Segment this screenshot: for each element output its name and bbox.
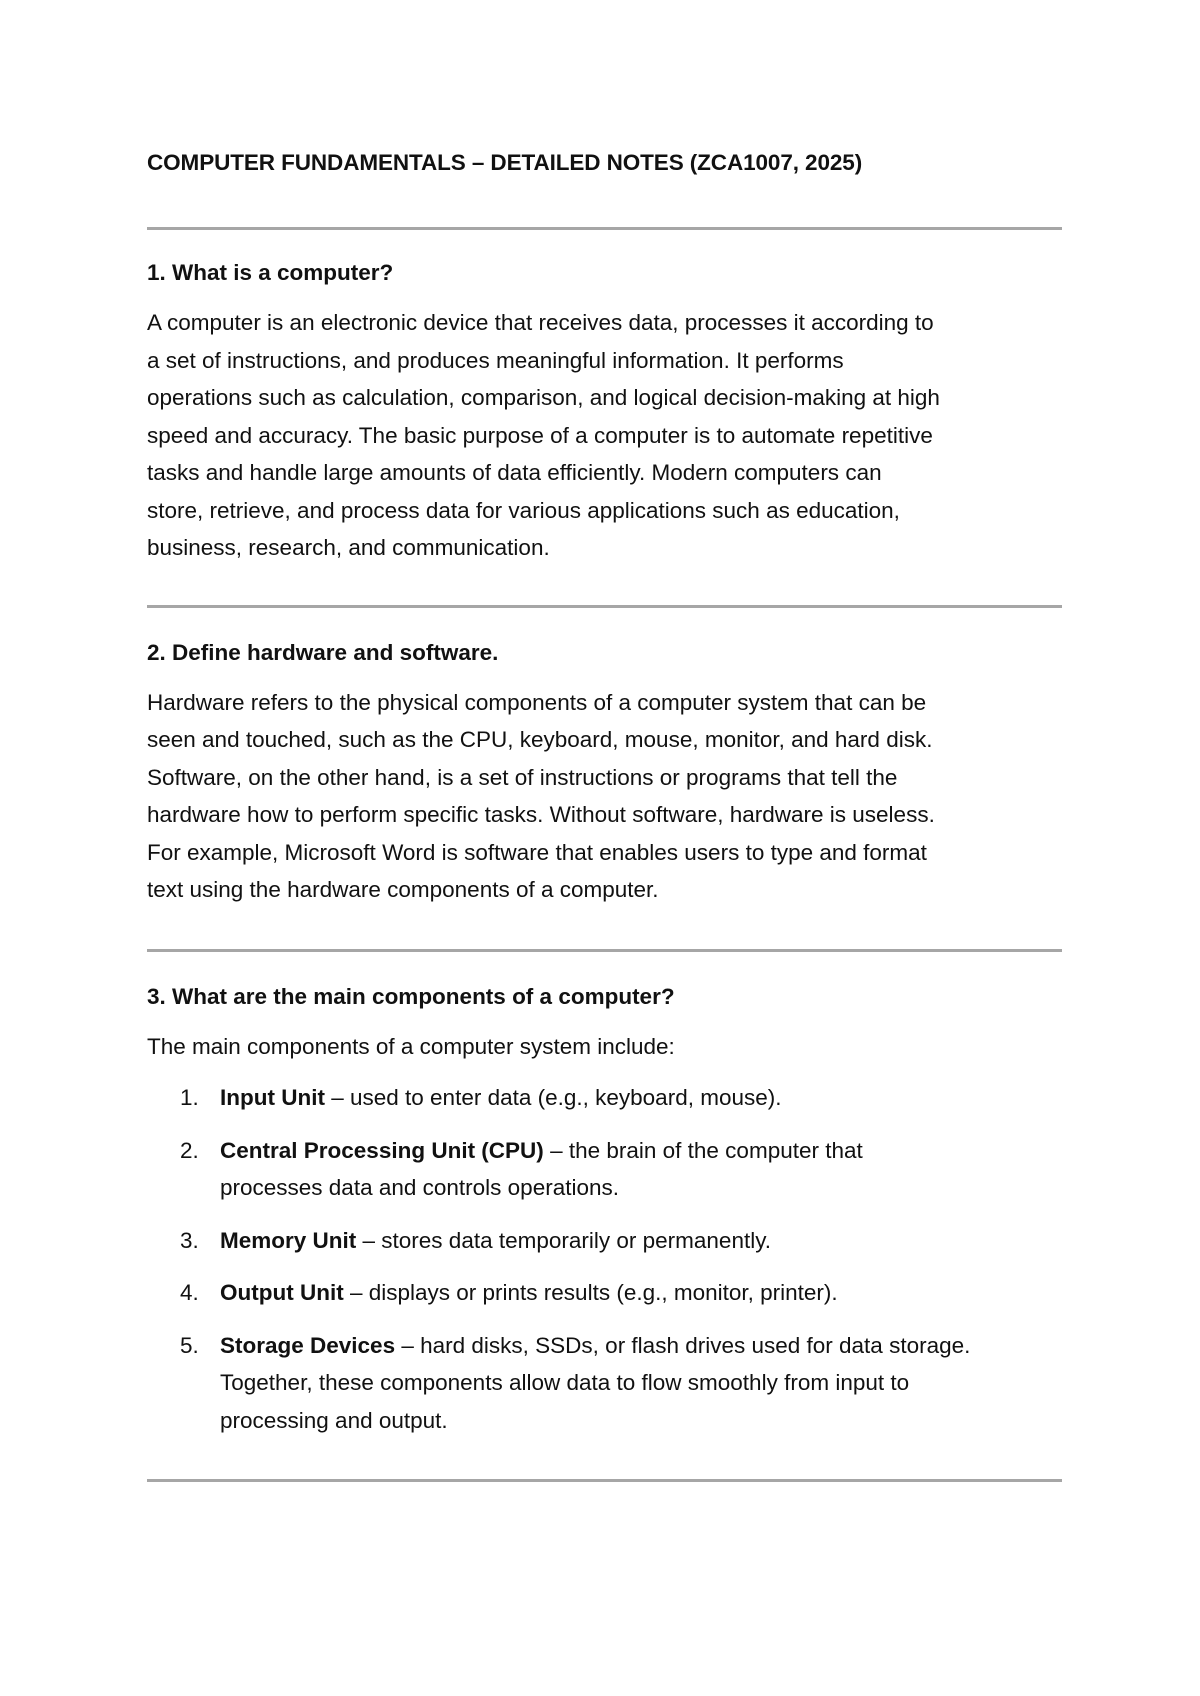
list-number: 2. xyxy=(180,1137,199,1163)
document-title: COMPUTER FUNDAMENTALS – DETAILED NOTES (ZCA1007, 2025) xyxy=(147,150,863,175)
list-text: – used to enter data (e.g., keyboard, mouse). xyxy=(324,1085,782,1110)
list-term: Central Processing Unit (CPU) xyxy=(220,1137,544,1163)
list-number: 4. xyxy=(180,1280,199,1305)
list-number: 3. xyxy=(180,1227,199,1253)
section-intro-3 xyxy=(147,1028,1062,1066)
list-text: – hard disks, SSDs, or flash drives used for data storage. xyxy=(395,1332,971,1358)
body-line: A computer is an electronic device that receives data, processes it according to xyxy=(147,310,934,335)
list-item xyxy=(147,1132,1062,1207)
section-heading-3: 3. What are the main components of a computer? xyxy=(147,983,675,1009)
list-term: Output Unit xyxy=(220,1280,344,1305)
body-line: text using the hardware components of a computer. xyxy=(147,877,659,902)
divider xyxy=(147,605,1062,608)
body-line: a set of instructions, and produces meaningful information. It performs xyxy=(147,347,844,373)
list-number: 1. xyxy=(180,1085,199,1110)
body-line: Hardware refers to the physical components of a computer system that can be xyxy=(147,689,927,715)
body-line: business, research, and communication. xyxy=(147,535,550,560)
list-text: – displays or prints results (e.g., monitor, printer). xyxy=(343,1280,838,1305)
body-line: For example, Microsoft Word is software that enables users to type and format xyxy=(147,839,927,865)
body-line: speed and accuracy. The basic purpose of a computer is to automate repetitive xyxy=(147,422,933,448)
list-text: – stores data temporarily or permanently. xyxy=(356,1227,772,1253)
body-line: tasks and handle large amounts of data efficiently. Modern computers can xyxy=(147,460,882,485)
list-term: Storage Devices xyxy=(220,1332,396,1358)
section-heading-1: 1. What is a computer? xyxy=(147,260,394,285)
list-term: Input Unit xyxy=(220,1085,325,1110)
list-item xyxy=(147,1327,1062,1440)
body-line: store, retrieve, and process data for various applications such as education, xyxy=(147,497,900,523)
list-text: – the brain of the computer that xyxy=(543,1137,863,1163)
list-item xyxy=(147,1079,1062,1117)
components-list xyxy=(147,1079,1062,1439)
list-item xyxy=(147,1274,1062,1312)
divider xyxy=(147,949,1062,952)
list-number: 5. xyxy=(180,1332,199,1358)
list-text: Together, these components allow data to flow smoothly from input to xyxy=(220,1370,910,1395)
list-term: Memory Unit xyxy=(220,1227,357,1253)
body-line: hardware how to perform specific tasks. Without software, hardware is useless. xyxy=(147,802,935,827)
section-body-1 xyxy=(147,304,1062,567)
body-line: seen and touched, such as the CPU, keyboard, mouse, monitor, and hard disk. xyxy=(147,727,933,752)
divider xyxy=(147,1479,1062,1482)
divider xyxy=(147,227,1062,230)
list-item xyxy=(147,1222,1062,1260)
list-text: processes data and controls operations. xyxy=(220,1175,619,1200)
list-text: processing and output. xyxy=(220,1407,448,1433)
body-line: Software, on the other hand, is a set of instructions or programs that tell the xyxy=(147,764,898,790)
body-line: The main components of a computer system include: xyxy=(147,1033,675,1059)
section-heading-2: 2. Define hardware and software. xyxy=(147,639,499,665)
section-body-2 xyxy=(147,684,1062,909)
body-line: operations such as calculation, comparison, and logical decision-making at high xyxy=(147,385,940,410)
document-page xyxy=(147,148,1062,1482)
